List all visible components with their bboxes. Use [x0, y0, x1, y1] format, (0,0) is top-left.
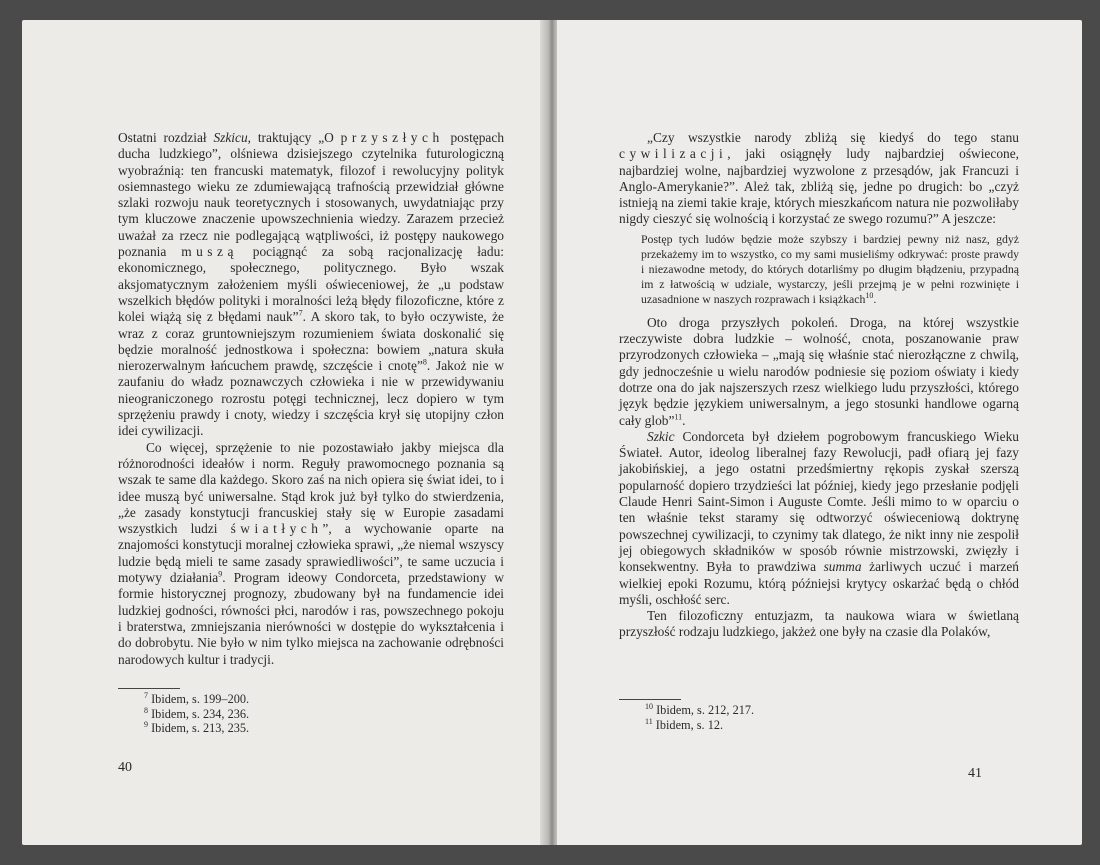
- footnote-ref: 9: [218, 569, 223, 579]
- footnote-text: Ibidem, s. 213, 235.: [148, 721, 250, 736]
- footnote-text: Ibidem, s. 234, 236.: [148, 706, 250, 721]
- text-run: .: [873, 291, 877, 306]
- paragraph: [619, 429, 1019, 608]
- left-page-body: [118, 130, 504, 668]
- left-page: [22, 20, 547, 845]
- footnote-number: 8: [144, 705, 148, 715]
- text-run: . A skoro tak, to było oczywiste, że wraz z coraz gruntowniejszym rozumieniem świata doskonalić się będzie moralność jednostkowa i społeczna: bowiem „natura skuła nierozerwalnym łańcuchem prawdę, szczęście i cnotę”: [118, 309, 504, 374]
- footnote-ref: 10: [865, 290, 874, 300]
- footnote-number: 10: [645, 701, 653, 711]
- footnote-ref: 11: [674, 412, 683, 422]
- left-page-footnotes: [118, 688, 249, 736]
- footnote: [118, 707, 249, 722]
- spaced-emphasis: cywilizacji: [619, 146, 728, 162]
- text-run: ”, a wychowanie oparte na znajomości konstytucji moralnej człowieka sprawi, „że niemal wszyscy ludzie będą mieli te same zasady sprawiedliwości”, te same uczucia i motywy działania: [118, 521, 504, 586]
- text-run: , jaki osiągnęły ludy najbardziej oświecone, najbardziej wolne, najbardziej wyzwolone z przesądów, jak Francuzi i Anglo-Amerykanie?”. Ależ tak, zbliżą się, jedne po drugich: bo „czyż istnieją na ziemi takie kraje, których mieszkańcom natura nie pozwoliłaby nigdy cieszyć się wolnością i korzystać ze swego rozumu?” A jeszcze:: [619, 146, 1019, 227]
- text-run: „Czy wszystkie narody zbliżą się kiedyś do tego stanu: [647, 130, 1019, 145]
- footnote-number: 9: [144, 720, 148, 730]
- footnote-ref: 7: [298, 308, 303, 318]
- footnote-number: 11: [645, 716, 653, 726]
- text-run: . Program ideowy Condorceta, przedstawiony w formie historycznej prognozy, zbudowany był na fundamencie idei ludzkiej godności, równości płci, narodów i ras, powszechnego pokoju i braterstwa, zmniejszania nierówności w dostępie do wykształcenia i do dobrobytu. Nie było w nim tylko miejsca na zachowanie odrębności narodowych kultur i tradycji.: [118, 570, 504, 667]
- right-page: [557, 20, 1082, 845]
- footnote: [619, 718, 754, 733]
- italic-text: Szkic: [647, 428, 675, 444]
- paragraph: [619, 315, 1019, 429]
- footnote-text: Ibidem, s. 212, 217.: [653, 703, 755, 717]
- footnote-rule: [619, 699, 681, 700]
- text-run: . Jakoż nie w zaufaniu do władz poznawczych człowieka i nie w przewidywaniu nieograniczonego rozrostu potęgi technicznej, lecz dopiero w tym sprzężeniu prawdy i cnoty, wiedzy i szczęścia krył się utopijny człon idei cywilizacji.: [118, 358, 504, 439]
- page-number-right: 41: [968, 766, 982, 781]
- footnote: [118, 692, 249, 707]
- text-run: , traktujący „O: [247, 130, 341, 145]
- text-run: Oto droga przyszłych pokoleń. Droga, na której wszystkie rzeczywiste dobra ludzkie – wolność, cnota, poszanowanie praw przyrodzonych człowieka – „mają się właśnie stać nierozłączne z chwilą, gdy jednocześnie u wielu narodów podniesie się poziom oświaty i kiedy dotrze ona do jak najszerszych rzesz wielkiego ludu przyszłości, którego język będzie językiem uniwersalnym, a jego stosunki handlowe ogarną cały glob”: [619, 314, 1019, 428]
- footnote: [118, 721, 249, 736]
- page-number-left: 40: [118, 760, 132, 775]
- text-run: Co więcej, sprzężenie to nie pozostawiało jakby miejsca dla różnorodności ideałów i norm. Reguły prawomocnego poznania są wszak te same dla każdego. Skoro zaś na nich opiera się świat idei, to i idee muszą być uniwersalne. Stąd krok już był tylko do stwierdzenia, „że zasady konstytucji francuskiej stały się w Europie zasadami wszystkich ludzi: [118, 439, 504, 537]
- paragraph: [619, 608, 1019, 641]
- spaced-emphasis: przyszłych: [340, 130, 444, 145]
- paragraph: [118, 130, 504, 440]
- footnote: [619, 703, 754, 718]
- text-run: postępach ducha ludzkiego”, olśniewa dzisiejszego czytelnika futurologiczną wyobraźnią: ten francuski matematyk, filozof i rewolucyjny polityk osiemnastego wieku ze zdumiewającą trafnością przewidział główne szlaki rozwoju nauk teoretycznych i stosowanych, uwydatniając przy tym kluczowe znaczenie upowszechnienia wiedzy. Zarazem przecież uważał za rzecz nie podlegającą wątpliwości, iż postępy naukowego poznania: [118, 130, 505, 260]
- footnote-ref: 8: [422, 357, 427, 367]
- block-quote: [641, 232, 1019, 307]
- text-run: Ostatni rozdział: [118, 130, 214, 145]
- book-spread: [22, 20, 1082, 845]
- text-run: Postęp tych ludów będzie może szybszy i bardziej pewny niż nasz, gdyż przekażemy im to wszystko, co my sami musieliśmy odkrywać: proste prawdy i niezawodne metody, do których dotarliśmy po długim błądzeniu, przypadną im z łatwością w udziale, wystarczy, jeśli przejmą je w pełni rozwinięte i uzasadnione w naszych rozprawach i książkach: [641, 231, 1019, 306]
- text-run: Ten filozoficzny entuzjazm, ta naukowa wiara w świetlaną przyszłość rodzaju ludzkiego, jakżeż one były na czasie dla Polaków,: [619, 608, 1019, 640]
- paragraph: [619, 130, 1019, 228]
- spaced-emphasis: muszą: [181, 244, 238, 260]
- footnote-rule: [118, 688, 180, 689]
- text-run: Condorceta był dziełem pogrobowym francuskiego Wieku Świateł. Autor, ideolog liberalnej fazy Rewolucji, padł ofiarą jej fazy jakobińskiej, a jego ostatni przedśmiertny rękopis zyskał szerszą popularność dopiero trzydzieści lat później, kiedy jego przesłanie podjęli Claude Henri Saint-Simon i Auguste Comte. Jeśli mimo to w oparciu o ten właśnie tekst staramy się odtworzyć oświeceniową doktrynę powszechnej cywilizacji, to czynimy tak dlatego, że nikt inny nie zespolił jej obiegowych składników w sposób równie mistrzowski, zwięzły i konsekwentny. Była to prawdziwa: [619, 428, 1019, 575]
- spaced-emphasis: światłych: [230, 521, 323, 537]
- text-run: .: [682, 412, 686, 428]
- italic-text: summa: [823, 559, 862, 575]
- footnote-text: Ibidem, s. 12.: [652, 717, 724, 732]
- right-page-body: [619, 130, 1019, 641]
- paragraph: [118, 440, 504, 668]
- italic-text: Szkicu: [213, 130, 248, 145]
- text-run: żarliwych uczuć i marzeń wielkiej epoki Rozumu, którą późniejsi krytycy oskarżać będą o chłód myśli, oschłość serc.: [619, 559, 1019, 607]
- text-run: pociągnąć za sobą racjonalizację ładu: ekonomicznego, społecznego, politycznego. Było wszak aksjomatycznym założeniem myśli oświeceniowej, że „u podstaw wszelkich błędów polityki i moralności leżą błędy filozoficzne, które z kolei wiążą się z błędami nauk”: [118, 244, 504, 325]
- footnote-number: 7: [144, 690, 148, 700]
- right-page-footnotes: [619, 699, 754, 732]
- footnote-text: Ibidem, s. 199–200.: [148, 692, 250, 706]
